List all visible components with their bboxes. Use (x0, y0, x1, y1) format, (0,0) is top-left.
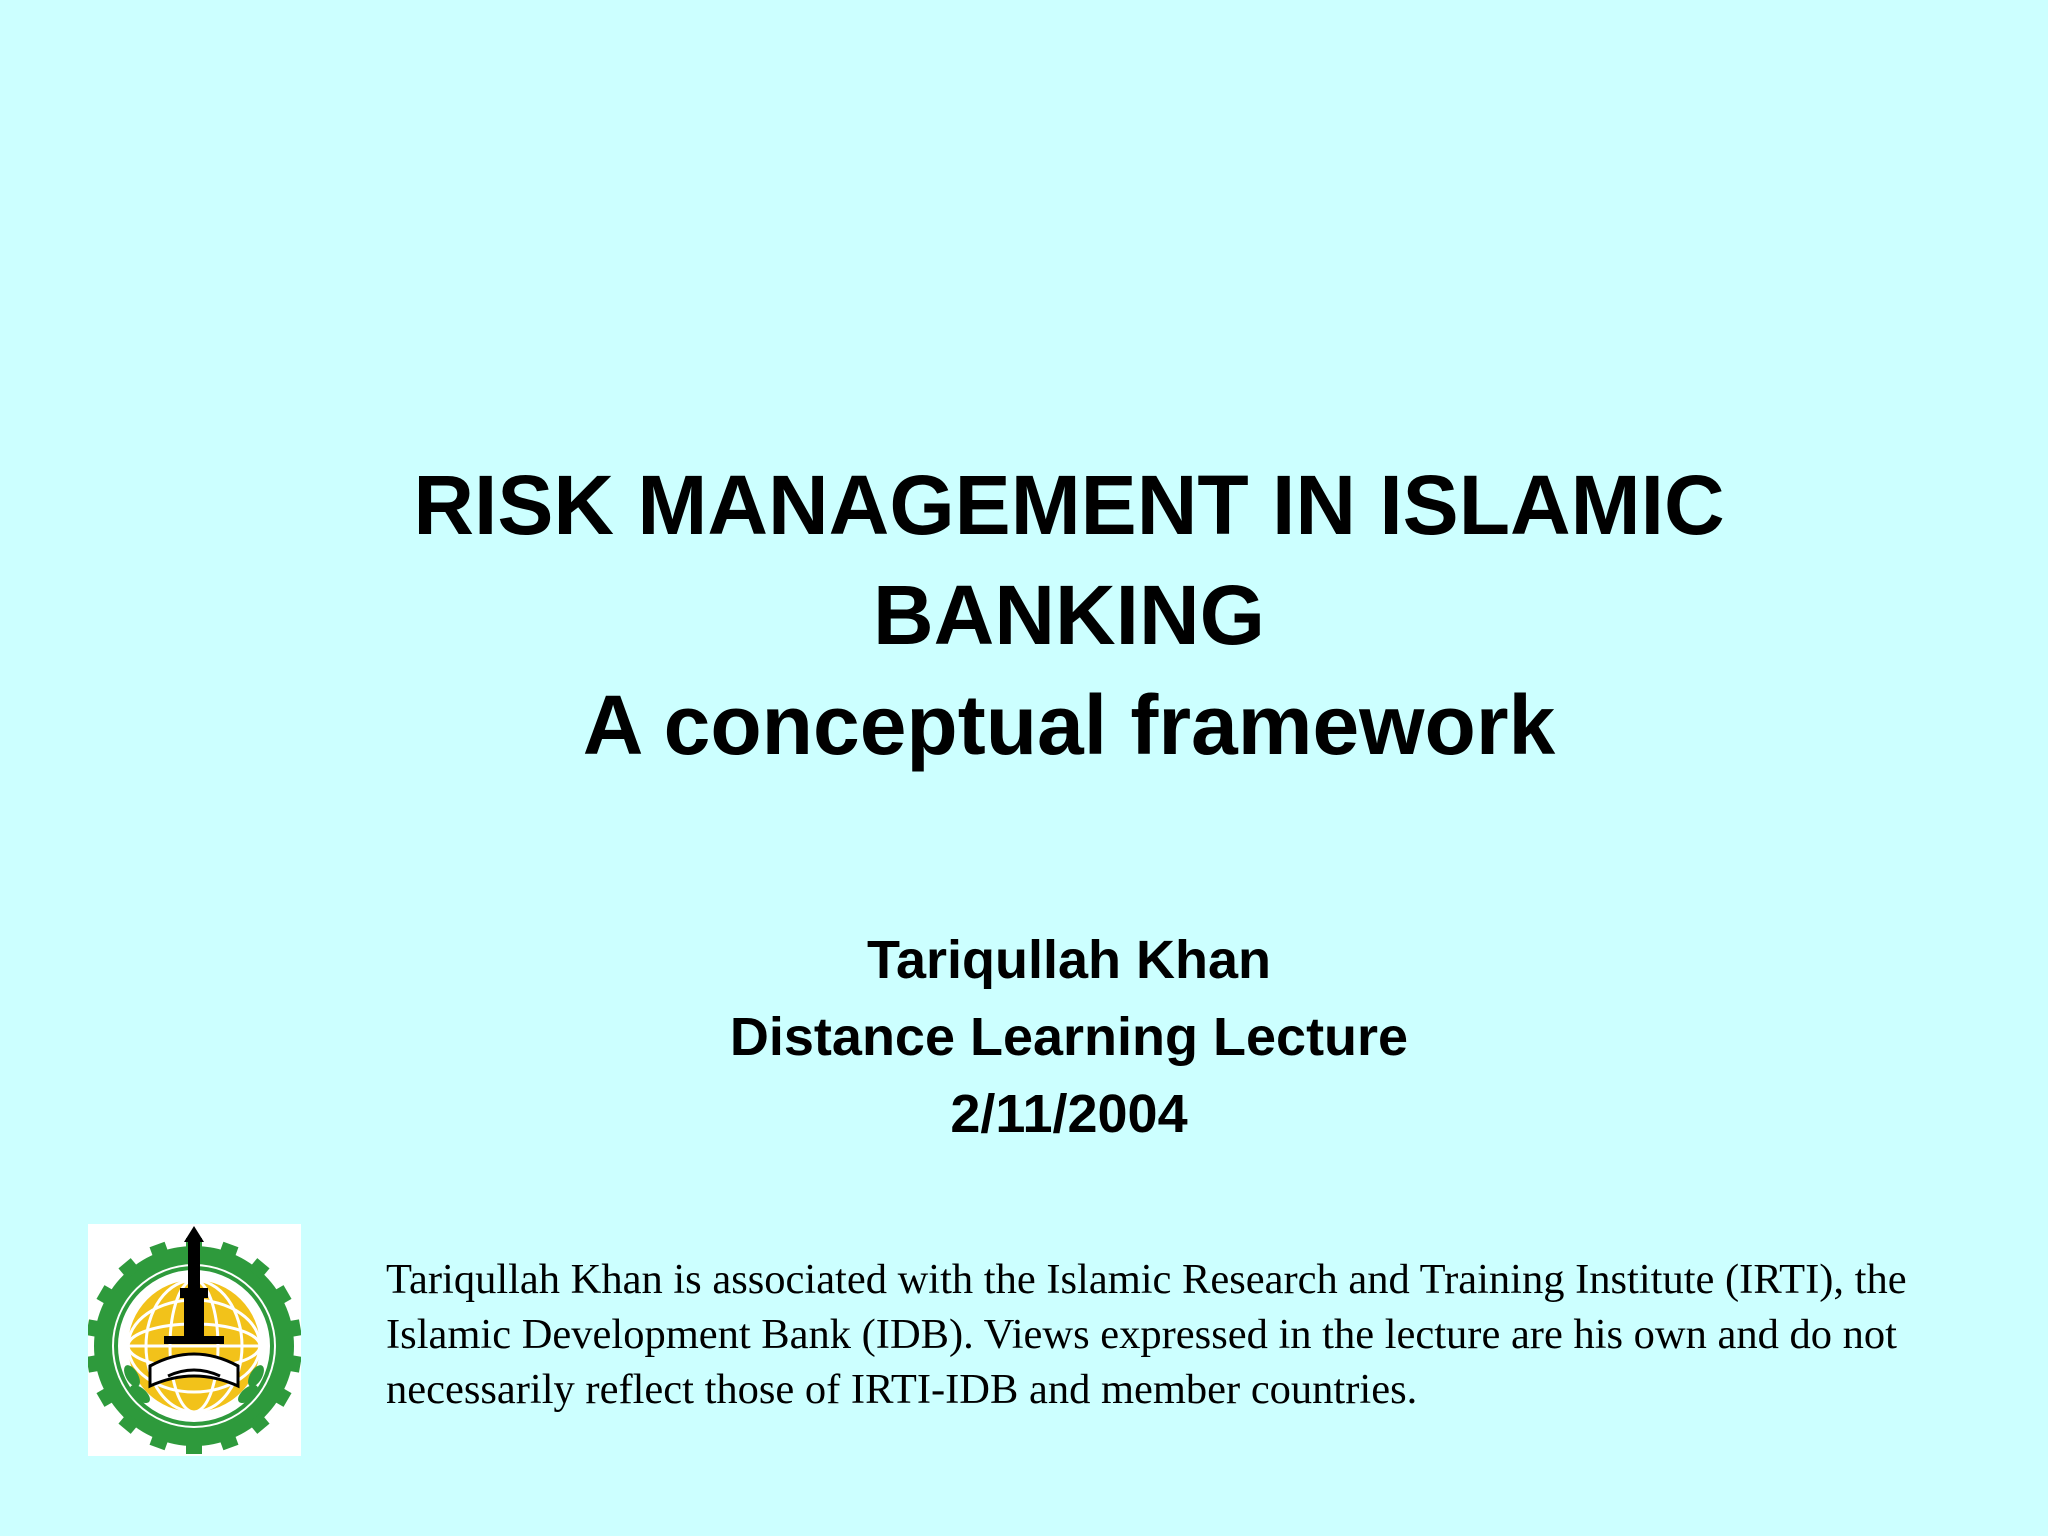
lecture-date: 2/11/2004 (950, 1084, 1188, 1144)
slide-title (200, 450, 1938, 780)
event-name: Distance Learning Lecture (729, 1007, 1409, 1067)
disclaimer-line-2: Islamic Development Bank (IDB). Views expressed in the lecture are his own and do not (386, 1311, 1897, 1358)
logo (88, 1224, 301, 1456)
disclaimer-line-3: necessarily reflect those of IRTI-IDB and member countries. (386, 1366, 1418, 1413)
disclaimer-line-1: Tariqullah Khan is associated with the Islamic Research and Training Institute (IRTI), the (386, 1256, 1907, 1303)
subtitle-block (300, 922, 1838, 1153)
title-line-2: BANKING (873, 568, 1265, 662)
idb-emblem-icon (88, 1224, 301, 1456)
title-line-1: RISK MANAGEMENT IN ISLAMIC (413, 458, 1725, 552)
author-name: Tariqullah Khan (866, 930, 1272, 990)
title-line-3: A conceptual framework (582, 678, 1556, 772)
disclaimer-text (386, 1252, 2026, 1417)
